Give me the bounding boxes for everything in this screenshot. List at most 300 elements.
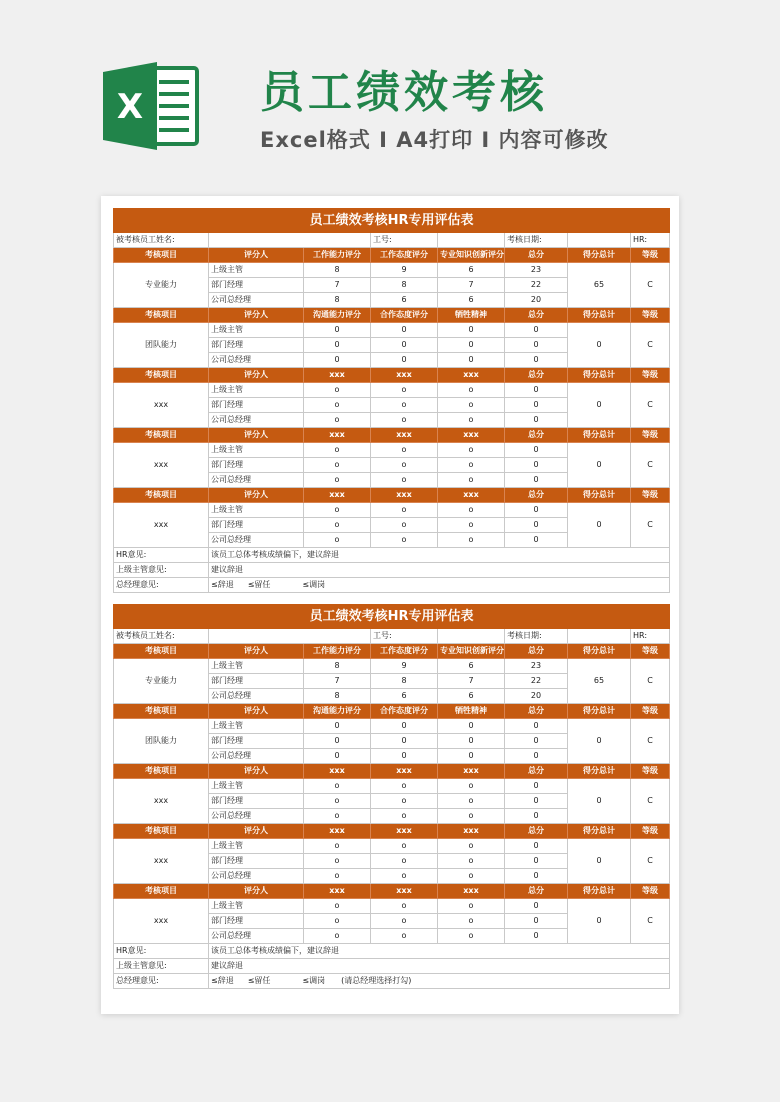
score-cell: o xyxy=(371,533,438,548)
score-cell: 0 xyxy=(505,353,568,368)
opinion-row xyxy=(114,974,670,989)
score-cell: 6 xyxy=(371,689,438,704)
score-cell: 6 xyxy=(371,293,438,308)
rater-name: 部门经理 xyxy=(209,458,304,473)
score-cell: o xyxy=(438,458,505,473)
score-cell: 0 xyxy=(371,323,438,338)
grade-cell: C xyxy=(631,263,670,308)
column-header: 总分 xyxy=(505,488,568,503)
column-header: 专业知识创新评分 xyxy=(438,248,505,263)
score-cell: 0 xyxy=(505,914,568,929)
employee-id-value xyxy=(438,233,505,248)
svg-text:X: X xyxy=(116,87,144,127)
opinion-label: HR意见: xyxy=(114,944,209,959)
column-header: 评分人 xyxy=(209,644,304,659)
rater-name: 上级主管 xyxy=(209,503,304,518)
column-header: 总分 xyxy=(505,428,568,443)
poster-subtitle: Excel格式 I A4打印 I 内容可修改 xyxy=(260,128,609,152)
employee-name-label: 被考核员工姓名: xyxy=(114,629,209,644)
rater-name: 上级主管 xyxy=(209,323,304,338)
column-header: 总分 xyxy=(505,884,568,899)
rater-name: 上级主管 xyxy=(209,899,304,914)
info-row xyxy=(114,233,670,248)
option-checkbox[interactable]: ≤留任 xyxy=(247,580,271,589)
score-cell: o xyxy=(371,473,438,488)
column-header: 得分总计 xyxy=(568,308,631,323)
rater-name: 公司总经理 xyxy=(209,293,304,308)
score-row xyxy=(114,779,670,794)
employee-name-value xyxy=(209,629,371,644)
score-cell: 0 xyxy=(371,338,438,353)
score-cell: o xyxy=(438,914,505,929)
score-cell: 0 xyxy=(438,353,505,368)
opinion-text: 建议辞退 xyxy=(209,959,670,974)
score-cell: 20 xyxy=(505,689,568,704)
sheet-title: 员工绩效考核HR专用评估表 xyxy=(114,605,670,629)
score-cell: 0 xyxy=(505,458,568,473)
evaluation-sheet-1 xyxy=(113,208,669,593)
column-header: 等级 xyxy=(631,884,670,899)
manager-options xyxy=(209,974,670,989)
score-cell: o xyxy=(371,839,438,854)
opinion-row xyxy=(114,959,670,974)
assessment-item: xxx xyxy=(114,839,209,884)
opinion-label: HR意见: xyxy=(114,548,209,563)
assessment-item: xxx xyxy=(114,779,209,824)
column-header: 合作态度评分 xyxy=(371,704,438,719)
column-header: xxx xyxy=(371,824,438,839)
option-checkbox[interactable]: ≤辞退 xyxy=(211,580,234,589)
score-cell: 0 xyxy=(438,749,505,764)
column-header: 等级 xyxy=(631,308,670,323)
column-header: xxx xyxy=(371,428,438,443)
score-cell: 0 xyxy=(371,719,438,734)
score-cell: 0 xyxy=(505,794,568,809)
score-total: 0 xyxy=(568,323,631,368)
score-cell: 0 xyxy=(505,929,568,944)
score-cell: o xyxy=(304,443,371,458)
poster-header xyxy=(0,0,780,190)
score-cell: o xyxy=(438,473,505,488)
score-cell: 0 xyxy=(505,518,568,533)
column-header: 考核项目 xyxy=(114,428,209,443)
caption-row xyxy=(114,605,670,629)
score-cell: 22 xyxy=(505,674,568,689)
score-cell: 0 xyxy=(505,338,568,353)
opinion-text: 该员工总体考核成绩偏下，建议辞退 xyxy=(209,944,670,959)
column-header: 等级 xyxy=(631,248,670,263)
column-header: 总分 xyxy=(505,824,568,839)
score-cell: 0 xyxy=(505,839,568,854)
column-header: 考核项目 xyxy=(114,824,209,839)
column-header: xxx xyxy=(438,488,505,503)
score-cell: 0 xyxy=(304,353,371,368)
column-header: 总分 xyxy=(505,368,568,383)
score-cell: o xyxy=(438,794,505,809)
score-cell: 8 xyxy=(304,659,371,674)
column-header: 沟通能力评分 xyxy=(304,704,371,719)
column-header: 牺牲精神 xyxy=(438,308,505,323)
score-total: 0 xyxy=(568,719,631,764)
score-cell: 0 xyxy=(505,869,568,884)
rater-name: 公司总经理 xyxy=(209,353,304,368)
score-cell: o xyxy=(438,809,505,824)
column-header: xxx xyxy=(438,884,505,899)
score-row xyxy=(114,503,670,518)
score-cell: o xyxy=(304,518,371,533)
employee-id-value xyxy=(438,629,505,644)
column-header: xxx xyxy=(371,488,438,503)
section-header-row xyxy=(114,308,670,323)
column-header: 等级 xyxy=(631,368,670,383)
column-header: 工作能力评分 xyxy=(304,248,371,263)
score-total: 0 xyxy=(568,899,631,944)
opinion-row xyxy=(114,548,670,563)
score-cell: 0 xyxy=(438,719,505,734)
score-total: 65 xyxy=(568,263,631,308)
score-cell: o xyxy=(304,533,371,548)
rater-name: 部门经理 xyxy=(209,674,304,689)
score-cell: o xyxy=(304,779,371,794)
score-cell: 0 xyxy=(505,779,568,794)
score-cell: 0 xyxy=(304,323,371,338)
opinion-row xyxy=(114,563,670,578)
score-cell: o xyxy=(304,929,371,944)
score-cell: o xyxy=(438,869,505,884)
column-header: 评分人 xyxy=(209,488,304,503)
score-cell: 7 xyxy=(438,278,505,293)
score-cell: o xyxy=(304,458,371,473)
score-cell: o xyxy=(304,413,371,428)
score-cell: 0 xyxy=(505,383,568,398)
score-cell: 0 xyxy=(304,719,371,734)
column-header: 得分总计 xyxy=(568,248,631,263)
score-cell: 23 xyxy=(505,659,568,674)
section-header-row xyxy=(114,764,670,779)
score-cell: 8 xyxy=(304,293,371,308)
column-header: 工作态度评分 xyxy=(371,248,438,263)
column-header: xxx xyxy=(438,764,505,779)
score-cell: o xyxy=(438,929,505,944)
review-date-label: 考核日期: xyxy=(505,233,568,248)
assessment-item: 团队能力 xyxy=(114,719,209,764)
caption-row xyxy=(114,209,670,233)
column-header: xxx xyxy=(304,368,371,383)
score-cell: o xyxy=(371,383,438,398)
score-cell: 0 xyxy=(505,323,568,338)
rater-name: 公司总经理 xyxy=(209,929,304,944)
column-header: xxx xyxy=(371,764,438,779)
score-cell: 0 xyxy=(505,413,568,428)
score-cell: 7 xyxy=(304,674,371,689)
grade-cell: C xyxy=(631,323,670,368)
column-header: 评分人 xyxy=(209,884,304,899)
opinion-label: 总经理意见: xyxy=(114,974,209,989)
section-header-row xyxy=(114,704,670,719)
score-cell: 0 xyxy=(505,854,568,869)
score-cell: 0 xyxy=(371,353,438,368)
column-header: xxx xyxy=(438,428,505,443)
column-header: 总分 xyxy=(505,644,568,659)
score-cell: 0 xyxy=(505,473,568,488)
score-cell: 0 xyxy=(505,503,568,518)
rater-name: 部门经理 xyxy=(209,518,304,533)
grade-cell: C xyxy=(631,719,670,764)
score-cell: 0 xyxy=(505,734,568,749)
rater-name: 公司总经理 xyxy=(209,809,304,824)
column-header: 考核项目 xyxy=(114,704,209,719)
assessment-item: xxx xyxy=(114,383,209,428)
column-header: xxx xyxy=(438,824,505,839)
score-cell: 6 xyxy=(438,293,505,308)
column-header: 总分 xyxy=(505,764,568,779)
section-header-row xyxy=(114,428,670,443)
score-cell: 23 xyxy=(505,263,568,278)
grade-cell: C xyxy=(631,659,670,704)
score-total: 0 xyxy=(568,443,631,488)
score-cell: 8 xyxy=(304,263,371,278)
section-header-row xyxy=(114,644,670,659)
score-cell: o xyxy=(371,809,438,824)
column-header: 等级 xyxy=(631,428,670,443)
option-checkbox[interactable]: ≤调岗 xyxy=(302,976,326,985)
score-cell: o xyxy=(371,413,438,428)
excel-logo-icon xyxy=(103,60,199,152)
column-header: 得分总计 xyxy=(568,428,631,443)
score-cell: o xyxy=(304,503,371,518)
score-cell: o xyxy=(304,473,371,488)
score-cell: 0 xyxy=(505,749,568,764)
option-checkbox[interactable]: ≤辞退 xyxy=(211,976,234,985)
rater-name: 公司总经理 xyxy=(209,689,304,704)
score-cell: o xyxy=(438,443,505,458)
rater-name: 上级主管 xyxy=(209,263,304,278)
option-checkbox[interactable]: ≤调岗 xyxy=(302,580,326,589)
score-total: 0 xyxy=(568,503,631,548)
employee-id-label: 工号: xyxy=(371,629,438,644)
grade-cell: C xyxy=(631,899,670,944)
section-header-row xyxy=(114,368,670,383)
score-total: 65 xyxy=(568,659,631,704)
assessment-item: xxx xyxy=(114,899,209,944)
score-cell: o xyxy=(438,518,505,533)
sheet-title: 员工绩效考核HR专用评估表 xyxy=(114,209,670,233)
score-cell: 7 xyxy=(304,278,371,293)
evaluation-table xyxy=(113,604,670,989)
score-cell: o xyxy=(304,809,371,824)
section-header-row xyxy=(114,488,670,503)
score-cell: o xyxy=(304,899,371,914)
column-header: 牺牲精神 xyxy=(438,704,505,719)
score-cell: o xyxy=(438,839,505,854)
evaluation-table xyxy=(113,208,670,593)
poster-title: 员工绩效考核 xyxy=(260,67,548,118)
rater-name: 部门经理 xyxy=(209,794,304,809)
opinion-label: 上级主管意见: xyxy=(114,959,209,974)
score-cell: o xyxy=(371,779,438,794)
column-header: 考核项目 xyxy=(114,308,209,323)
evaluation-sheet-2 xyxy=(113,604,669,989)
score-cell: 20 xyxy=(505,293,568,308)
column-header: 评分人 xyxy=(209,248,304,263)
score-cell: 22 xyxy=(505,278,568,293)
score-cell: o xyxy=(438,503,505,518)
assessment-item: 专业能力 xyxy=(114,659,209,704)
score-cell: 0 xyxy=(371,749,438,764)
opinion-label: 上级主管意见: xyxy=(114,563,209,578)
score-cell: o xyxy=(438,779,505,794)
rater-name: 公司总经理 xyxy=(209,533,304,548)
score-total: 0 xyxy=(568,839,631,884)
score-cell: 8 xyxy=(304,689,371,704)
score-row xyxy=(114,659,670,674)
score-cell: 6 xyxy=(438,263,505,278)
score-cell: o xyxy=(304,794,371,809)
score-cell: o xyxy=(438,854,505,869)
column-header: 评分人 xyxy=(209,308,304,323)
score-cell: o xyxy=(438,899,505,914)
rater-name: 上级主管 xyxy=(209,443,304,458)
grade-cell: C xyxy=(631,383,670,428)
review-date-value xyxy=(568,233,631,248)
assessment-item: xxx xyxy=(114,503,209,548)
document-paper xyxy=(101,196,679,1014)
score-row xyxy=(114,443,670,458)
column-header: 总分 xyxy=(505,308,568,323)
rater-name: 部门经理 xyxy=(209,734,304,749)
column-header: 得分总计 xyxy=(568,644,631,659)
column-header: 工作能力评分 xyxy=(304,644,371,659)
column-header: 得分总计 xyxy=(568,488,631,503)
rater-name: 上级主管 xyxy=(209,839,304,854)
score-cell: o xyxy=(304,398,371,413)
score-cell: o xyxy=(438,383,505,398)
column-header: 等级 xyxy=(631,764,670,779)
column-header: 得分总计 xyxy=(568,764,631,779)
column-header: 考核项目 xyxy=(114,488,209,503)
score-cell: 0 xyxy=(505,443,568,458)
score-cell: o xyxy=(438,413,505,428)
rater-name: 上级主管 xyxy=(209,779,304,794)
column-header: 得分总计 xyxy=(568,884,631,899)
column-header: xxx xyxy=(304,884,371,899)
rater-name: 公司总经理 xyxy=(209,869,304,884)
score-cell: 0 xyxy=(371,734,438,749)
score-cell: 0 xyxy=(438,323,505,338)
column-header: 得分总计 xyxy=(568,824,631,839)
score-cell: 0 xyxy=(304,734,371,749)
column-header: 评分人 xyxy=(209,368,304,383)
score-cell: 0 xyxy=(438,734,505,749)
column-header: 等级 xyxy=(631,704,670,719)
score-total: 0 xyxy=(568,383,631,428)
review-date-value xyxy=(568,629,631,644)
score-cell: 8 xyxy=(371,674,438,689)
score-cell: o xyxy=(371,398,438,413)
score-row xyxy=(114,383,670,398)
rater-name: 上级主管 xyxy=(209,659,304,674)
column-header: 工作态度评分 xyxy=(371,644,438,659)
column-header: 等级 xyxy=(631,824,670,839)
option-note: (请总经理选择打勾) xyxy=(341,976,412,985)
column-header: 总分 xyxy=(505,248,568,263)
rater-name: 公司总经理 xyxy=(209,413,304,428)
score-cell: o xyxy=(438,533,505,548)
rater-name: 公司总经理 xyxy=(209,749,304,764)
hr-label: HR: xyxy=(631,233,670,248)
score-cell: 8 xyxy=(371,278,438,293)
info-row xyxy=(114,629,670,644)
score-cell: 0 xyxy=(304,749,371,764)
column-header: xxx xyxy=(304,428,371,443)
score-total: 0 xyxy=(568,779,631,824)
grade-cell: C xyxy=(631,839,670,884)
opinion-row xyxy=(114,578,670,593)
column-header: 专业知识创新评分 xyxy=(438,644,505,659)
score-cell: 7 xyxy=(438,674,505,689)
score-cell: 0 xyxy=(505,809,568,824)
column-header: 总分 xyxy=(505,704,568,719)
score-cell: o xyxy=(371,899,438,914)
rater-name: 上级主管 xyxy=(209,719,304,734)
column-header: 考核项目 xyxy=(114,644,209,659)
column-header: xxx xyxy=(438,368,505,383)
column-header: 得分总计 xyxy=(568,704,631,719)
column-header: 评分人 xyxy=(209,704,304,719)
rater-name: 公司总经理 xyxy=(209,473,304,488)
opinion-text: 建议辞退 xyxy=(209,563,670,578)
employee-name-label: 被考核员工姓名: xyxy=(114,233,209,248)
column-header: xxx xyxy=(304,488,371,503)
assessment-item: 团队能力 xyxy=(114,323,209,368)
grade-cell: C xyxy=(631,503,670,548)
score-cell: o xyxy=(371,854,438,869)
section-header-row xyxy=(114,248,670,263)
score-row xyxy=(114,899,670,914)
score-cell: o xyxy=(371,869,438,884)
score-cell: o xyxy=(304,854,371,869)
grade-cell: C xyxy=(631,443,670,488)
column-header: 考核项目 xyxy=(114,248,209,263)
employee-name-value xyxy=(209,233,371,248)
column-header: xxx xyxy=(304,824,371,839)
score-cell: 0 xyxy=(505,533,568,548)
rater-name: 部门经理 xyxy=(209,854,304,869)
manager-options xyxy=(209,578,670,593)
score-row xyxy=(114,323,670,338)
score-cell: o xyxy=(371,458,438,473)
column-header: 评分人 xyxy=(209,428,304,443)
column-header: 考核项目 xyxy=(114,368,209,383)
score-cell: 0 xyxy=(505,899,568,914)
column-header: 评分人 xyxy=(209,764,304,779)
column-header: 得分总计 xyxy=(568,368,631,383)
column-header: xxx xyxy=(371,368,438,383)
score-cell: o xyxy=(438,398,505,413)
column-header: 合作态度评分 xyxy=(371,308,438,323)
score-cell: o xyxy=(371,443,438,458)
column-header: 等级 xyxy=(631,488,670,503)
column-header: 等级 xyxy=(631,644,670,659)
rater-name: 部门经理 xyxy=(209,338,304,353)
option-checkbox[interactable]: ≤留任 xyxy=(247,976,271,985)
grade-cell: C xyxy=(631,779,670,824)
score-cell: o xyxy=(304,383,371,398)
column-header: xxx xyxy=(304,764,371,779)
column-header: xxx xyxy=(371,884,438,899)
score-cell: 0 xyxy=(438,338,505,353)
rater-name: 部门经理 xyxy=(209,398,304,413)
